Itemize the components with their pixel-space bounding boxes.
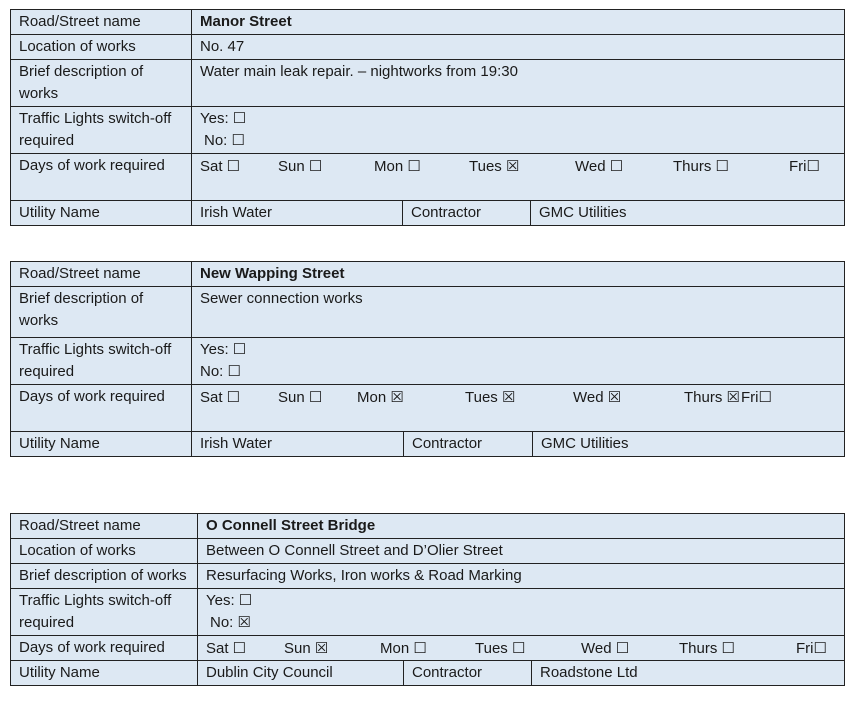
day-sat-checkbox[interactable]: Sat ☐ (206, 640, 247, 657)
label-traffic: Traffic Lights switch-off required (11, 338, 192, 385)
row-description (11, 60, 845, 107)
day-fri-checkbox[interactable]: Fri☐ (789, 158, 820, 175)
day-sun-checkbox[interactable]: Sun ☐ (278, 389, 323, 406)
utility-value: Irish Water (192, 432, 404, 457)
label-utility: Utility Name (11, 432, 192, 457)
traffic-options (192, 338, 845, 385)
day-fri-checkbox[interactable]: Fri☐ (796, 640, 827, 657)
day-fri-checkbox[interactable]: Fri☐ (741, 389, 772, 406)
label-description: Brief description of works (11, 287, 192, 338)
label-days: Days of work required (11, 385, 192, 432)
day-thurs-checkbox[interactable]: Thurs ☒ (684, 389, 740, 406)
day-mon-checkbox[interactable]: Mon ☒ (357, 389, 404, 406)
label-contractor: Contractor (404, 661, 532, 686)
contractor-value: GMC Utilities (531, 201, 845, 226)
works-table-3 (10, 513, 845, 686)
row-description (11, 287, 845, 338)
day-thurs-checkbox[interactable]: Thurs ☐ (673, 158, 729, 175)
description-value: Resurfacing Works, Iron works & Road Marking (198, 564, 845, 589)
day-tues-checkbox[interactable]: Tues ☐ (475, 640, 526, 657)
row-days (11, 385, 845, 432)
days-options (192, 154, 845, 201)
row-road (11, 262, 845, 287)
road-name: O Connell Street Bridge (198, 514, 845, 539)
label-days: Days of work required (11, 636, 198, 661)
label-utility: Utility Name (11, 201, 192, 226)
day-tues-checkbox[interactable]: Tues ☒ (465, 389, 516, 406)
day-sun-checkbox[interactable]: Sun ☒ (284, 640, 329, 657)
day-wed-checkbox[interactable]: Wed ☐ (575, 158, 624, 175)
row-description (11, 564, 845, 589)
row-road (11, 514, 845, 539)
traffic-no-checkbox[interactable]: No: ☐ (204, 132, 245, 149)
row-road (11, 10, 845, 35)
days-options (198, 636, 845, 661)
location-value: Between O Connell Street and D’Olier Street (198, 539, 845, 564)
traffic-no-checkbox[interactable]: No: ☒ (210, 614, 251, 631)
traffic-no-checkbox[interactable]: No: ☐ (200, 363, 241, 380)
road-name: New Wapping Street (192, 262, 845, 287)
traffic-options (192, 107, 845, 154)
day-sat-checkbox[interactable]: Sat ☐ (200, 389, 241, 406)
label-traffic: Traffic Lights switch-off required (11, 589, 198, 636)
contractor-value: GMC Utilities (533, 432, 845, 457)
row-days (11, 154, 845, 201)
row-utility (11, 661, 845, 686)
label-road: Road/Street name (11, 10, 192, 35)
label-road: Road/Street name (11, 262, 192, 287)
traffic-options (198, 589, 845, 636)
day-sat-checkbox[interactable]: Sat ☐ (200, 158, 241, 175)
row-location (11, 539, 845, 564)
row-traffic (11, 338, 845, 385)
day-mon-checkbox[interactable]: Mon ☐ (374, 158, 421, 175)
label-description: Brief description of works (11, 60, 192, 107)
description-value: Sewer connection works (192, 287, 845, 338)
road-name: Manor Street (192, 10, 845, 35)
label-utility: Utility Name (11, 661, 198, 686)
day-mon-checkbox[interactable]: Mon ☐ (380, 640, 427, 657)
traffic-yes-checkbox[interactable]: Yes: ☐ (200, 110, 247, 127)
label-traffic: Traffic Lights switch-off required (11, 107, 192, 154)
label-location: Location of works (11, 35, 192, 60)
day-thurs-checkbox[interactable]: Thurs ☐ (679, 640, 735, 657)
row-traffic (11, 107, 845, 154)
utility-value: Irish Water (192, 201, 403, 226)
row-location (11, 35, 845, 60)
day-tues-checkbox[interactable]: Tues ☒ (469, 158, 520, 175)
traffic-yes-checkbox[interactable]: Yes: ☐ (200, 341, 247, 358)
works-table-2 (10, 261, 845, 457)
label-contractor: Contractor (403, 201, 531, 226)
row-days (11, 636, 845, 661)
day-sun-checkbox[interactable]: Sun ☐ (278, 158, 323, 175)
works-table-1 (10, 9, 845, 226)
label-description: Brief description of works (11, 564, 198, 589)
row-utility (11, 201, 845, 226)
days-options (192, 385, 845, 432)
traffic-yes-checkbox[interactable]: Yes: ☐ (206, 592, 253, 609)
row-utility (11, 432, 845, 457)
day-wed-checkbox[interactable]: Wed ☐ (581, 640, 630, 657)
row-traffic (11, 589, 845, 636)
description-value: Water main leak repair. – nightworks from 19:30 (192, 60, 845, 107)
label-contractor: Contractor (404, 432, 533, 457)
label-location: Location of works (11, 539, 198, 564)
utility-value: Dublin City Council (198, 661, 404, 686)
day-wed-checkbox[interactable]: Wed ☒ (573, 389, 622, 406)
label-days: Days of work required (11, 154, 192, 201)
location-value: No. 47 (192, 35, 845, 60)
contractor-value: Roadstone Ltd (532, 661, 845, 686)
label-road: Road/Street name (11, 514, 198, 539)
